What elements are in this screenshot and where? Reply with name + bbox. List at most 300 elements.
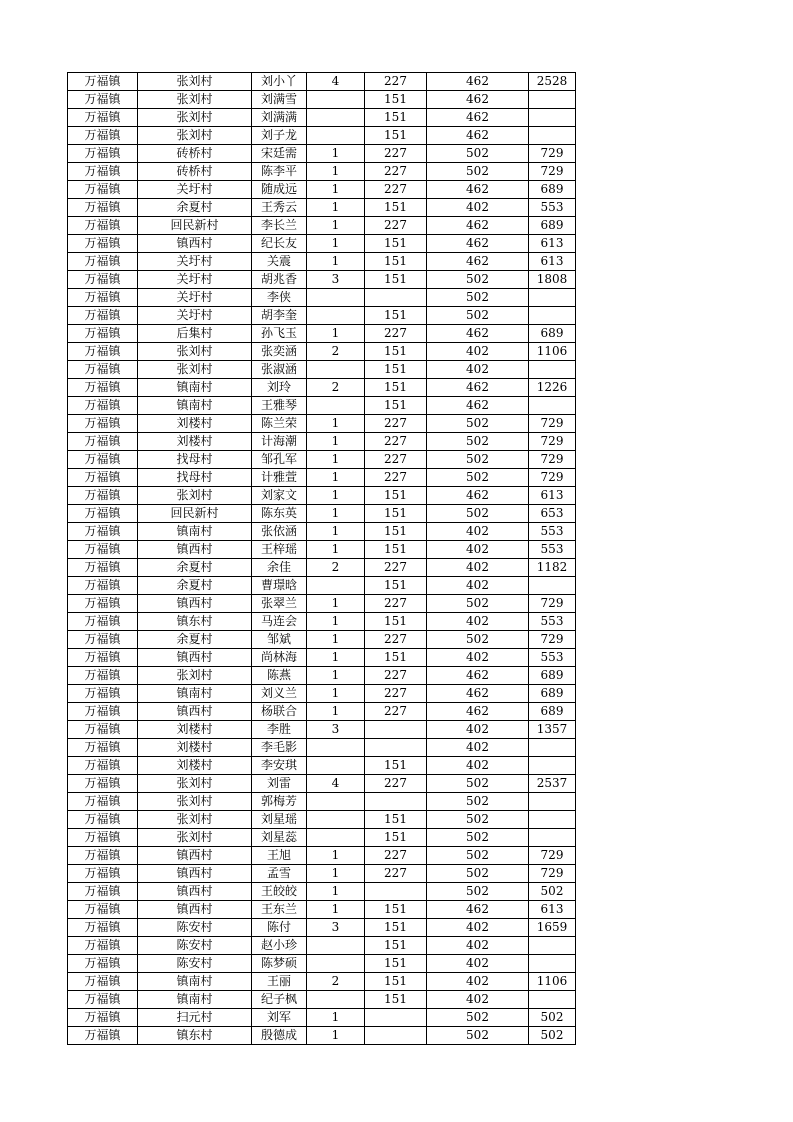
- total-cell: 613: [529, 253, 576, 271]
- name-cell: 纪子枫: [252, 991, 307, 1009]
- village-cell: 张刘村: [138, 361, 252, 379]
- name-cell: 刘玲: [252, 379, 307, 397]
- table-row: [68, 973, 576, 991]
- amount-b-cell: 502: [427, 847, 529, 865]
- amount-b-cell: 402: [427, 757, 529, 775]
- total-cell: 2528: [529, 73, 576, 91]
- amount-a-cell: 151: [365, 811, 427, 829]
- amount-b-cell: 502: [427, 505, 529, 523]
- village-cell: 镇西村: [138, 883, 252, 901]
- amount-b-cell: 462: [427, 235, 529, 253]
- total-cell: 689: [529, 703, 576, 721]
- total-cell: 689: [529, 667, 576, 685]
- total-cell: 553: [529, 523, 576, 541]
- amount-b-cell: 502: [427, 469, 529, 487]
- count-cell: 2: [307, 379, 365, 397]
- village-cell: 刘楼村: [138, 415, 252, 433]
- amount-a-cell: 227: [365, 559, 427, 577]
- name-cell: 刘满满: [252, 109, 307, 127]
- count-cell: [307, 829, 365, 847]
- table-row: [68, 361, 576, 379]
- village-cell: 关圩村: [138, 289, 252, 307]
- table-row: [68, 271, 576, 289]
- amount-a-cell: 227: [365, 325, 427, 343]
- name-cell: 刘雷: [252, 775, 307, 793]
- count-cell: [307, 307, 365, 325]
- count-cell: 1: [307, 487, 365, 505]
- count-cell: [307, 577, 365, 595]
- village-cell: 砖桥村: [138, 145, 252, 163]
- count-cell: 1: [307, 1009, 365, 1027]
- amount-a-cell: 227: [365, 451, 427, 469]
- table-row: [68, 847, 576, 865]
- amount-b-cell: 462: [427, 325, 529, 343]
- village-cell: 余夏村: [138, 577, 252, 595]
- village-cell: 镇南村: [138, 685, 252, 703]
- amount-a-cell: [365, 721, 427, 739]
- count-cell: 1: [307, 433, 365, 451]
- count-cell: 1: [307, 451, 365, 469]
- amount-a-cell: 151: [365, 991, 427, 1009]
- total-cell: 613: [529, 901, 576, 919]
- table-row: [68, 685, 576, 703]
- table-row: [68, 901, 576, 919]
- total-cell: 553: [529, 613, 576, 631]
- village-cell: 镇南村: [138, 991, 252, 1009]
- village-cell: 镇西村: [138, 649, 252, 667]
- table-row: [68, 793, 576, 811]
- count-cell: [307, 739, 365, 757]
- town-cell: 万福镇: [68, 865, 138, 883]
- name-cell: 王旭: [252, 847, 307, 865]
- count-cell: 2: [307, 973, 365, 991]
- amount-b-cell: 462: [427, 685, 529, 703]
- count-cell: 1: [307, 703, 365, 721]
- amount-a-cell: 151: [365, 613, 427, 631]
- table-row: [68, 919, 576, 937]
- amount-b-cell: 462: [427, 703, 529, 721]
- table-row: [68, 577, 576, 595]
- amount-a-cell: 151: [365, 379, 427, 397]
- name-cell: 王丽: [252, 973, 307, 991]
- count-cell: 1: [307, 595, 365, 613]
- table-row: [68, 199, 576, 217]
- amount-a-cell: 151: [365, 307, 427, 325]
- town-cell: 万福镇: [68, 253, 138, 271]
- count-cell: 4: [307, 73, 365, 91]
- total-cell: 502: [529, 883, 576, 901]
- total-cell: 1106: [529, 343, 576, 361]
- town-cell: 万福镇: [68, 487, 138, 505]
- amount-a-cell: 227: [365, 631, 427, 649]
- total-cell: 613: [529, 235, 576, 253]
- count-cell: 1: [307, 847, 365, 865]
- table-row: [68, 775, 576, 793]
- count-cell: 1: [307, 865, 365, 883]
- name-cell: 王梓瑶: [252, 541, 307, 559]
- village-cell: 张刘村: [138, 487, 252, 505]
- amount-b-cell: 502: [427, 793, 529, 811]
- town-cell: 万福镇: [68, 811, 138, 829]
- village-cell: 余夏村: [138, 199, 252, 217]
- table-row: [68, 1009, 576, 1027]
- village-cell: 镇西村: [138, 235, 252, 253]
- name-cell: 殷德成: [252, 1027, 307, 1045]
- total-cell: [529, 289, 576, 307]
- village-cell: 扫元村: [138, 1009, 252, 1027]
- name-cell: 李毛影: [252, 739, 307, 757]
- amount-a-cell: 227: [365, 595, 427, 613]
- amount-a-cell: 151: [365, 253, 427, 271]
- data-table: [67, 72, 576, 1045]
- total-cell: 502: [529, 1027, 576, 1045]
- count-cell: [307, 955, 365, 973]
- amount-b-cell: 402: [427, 919, 529, 937]
- total-cell: [529, 793, 576, 811]
- town-cell: 万福镇: [68, 775, 138, 793]
- table-row: [68, 217, 576, 235]
- town-cell: 万福镇: [68, 127, 138, 145]
- table-row: [68, 505, 576, 523]
- table-row: [68, 649, 576, 667]
- amount-a-cell: 151: [365, 649, 427, 667]
- amount-a-cell: 227: [365, 847, 427, 865]
- town-cell: 万福镇: [68, 649, 138, 667]
- total-cell: 729: [529, 865, 576, 883]
- amount-a-cell: 151: [365, 397, 427, 415]
- total-cell: [529, 577, 576, 595]
- total-cell: 1226: [529, 379, 576, 397]
- village-cell: 刘楼村: [138, 757, 252, 775]
- name-cell: 杨联合: [252, 703, 307, 721]
- amount-b-cell: 502: [427, 433, 529, 451]
- amount-b-cell: 402: [427, 559, 529, 577]
- village-cell: 找母村: [138, 469, 252, 487]
- table-row: [68, 739, 576, 757]
- amount-a-cell: 151: [365, 955, 427, 973]
- count-cell: [307, 289, 365, 307]
- town-cell: 万福镇: [68, 919, 138, 937]
- amount-a-cell: 227: [365, 775, 427, 793]
- count-cell: 1: [307, 163, 365, 181]
- amount-b-cell: 402: [427, 739, 529, 757]
- count-cell: 2: [307, 559, 365, 577]
- table-row: [68, 541, 576, 559]
- name-cell: 张奕涵: [252, 343, 307, 361]
- town-cell: 万福镇: [68, 451, 138, 469]
- amount-b-cell: 502: [427, 271, 529, 289]
- name-cell: 胡李奎: [252, 307, 307, 325]
- amount-a-cell: 151: [365, 235, 427, 253]
- village-cell: 张刘村: [138, 91, 252, 109]
- name-cell: 孙飞玉: [252, 325, 307, 343]
- total-cell: 1659: [529, 919, 576, 937]
- town-cell: 万福镇: [68, 91, 138, 109]
- village-cell: 张刘村: [138, 775, 252, 793]
- village-cell: 镇西村: [138, 847, 252, 865]
- total-cell: 653: [529, 505, 576, 523]
- name-cell: 邹孔军: [252, 451, 307, 469]
- amount-a-cell: 151: [365, 127, 427, 145]
- name-cell: 王东兰: [252, 901, 307, 919]
- village-cell: 陈安村: [138, 955, 252, 973]
- name-cell: 陈李平: [252, 163, 307, 181]
- amount-a-cell: 151: [365, 829, 427, 847]
- table-row: [68, 1027, 576, 1045]
- town-cell: 万福镇: [68, 343, 138, 361]
- table-row: [68, 343, 576, 361]
- table-row: [68, 667, 576, 685]
- amount-a-cell: 151: [365, 91, 427, 109]
- total-cell: 729: [529, 145, 576, 163]
- town-cell: 万福镇: [68, 379, 138, 397]
- town-cell: 万福镇: [68, 523, 138, 541]
- town-cell: 万福镇: [68, 361, 138, 379]
- amount-a-cell: 151: [365, 919, 427, 937]
- village-cell: 余夏村: [138, 631, 252, 649]
- town-cell: 万福镇: [68, 685, 138, 703]
- count-cell: [307, 811, 365, 829]
- table-row: [68, 73, 576, 91]
- name-cell: 陈梦硕: [252, 955, 307, 973]
- village-cell: 镇南村: [138, 379, 252, 397]
- total-cell: [529, 811, 576, 829]
- village-cell: 镇南村: [138, 973, 252, 991]
- name-cell: 刘子龙: [252, 127, 307, 145]
- total-cell: 689: [529, 181, 576, 199]
- count-cell: 3: [307, 271, 365, 289]
- amount-a-cell: 151: [365, 343, 427, 361]
- name-cell: 张淑涵: [252, 361, 307, 379]
- village-cell: 镇东村: [138, 1027, 252, 1045]
- table-row: [68, 829, 576, 847]
- village-cell: 关圩村: [138, 181, 252, 199]
- village-cell: 关圩村: [138, 307, 252, 325]
- total-cell: 553: [529, 199, 576, 217]
- name-cell: 刘家文: [252, 487, 307, 505]
- total-cell: [529, 361, 576, 379]
- amount-a-cell: 151: [365, 577, 427, 595]
- amount-a-cell: 151: [365, 271, 427, 289]
- town-cell: 万福镇: [68, 901, 138, 919]
- amount-b-cell: 402: [427, 577, 529, 595]
- amount-b-cell: 502: [427, 811, 529, 829]
- amount-a-cell: 227: [365, 73, 427, 91]
- village-cell: 后集村: [138, 325, 252, 343]
- town-cell: 万福镇: [68, 1027, 138, 1045]
- count-cell: 1: [307, 325, 365, 343]
- name-cell: 赵小珍: [252, 937, 307, 955]
- name-cell: 计海潮: [252, 433, 307, 451]
- total-cell: 1357: [529, 721, 576, 739]
- amount-a-cell: 227: [365, 163, 427, 181]
- name-cell: 宋廷需: [252, 145, 307, 163]
- town-cell: 万福镇: [68, 433, 138, 451]
- town-cell: 万福镇: [68, 397, 138, 415]
- count-cell: 1: [307, 1027, 365, 1045]
- table-row: [68, 523, 576, 541]
- amount-b-cell: 502: [427, 451, 529, 469]
- table-row: [68, 991, 576, 1009]
- town-cell: 万福镇: [68, 73, 138, 91]
- town-cell: 万福镇: [68, 613, 138, 631]
- amount-a-cell: 227: [365, 685, 427, 703]
- village-cell: 刘楼村: [138, 739, 252, 757]
- name-cell: 纪长友: [252, 235, 307, 253]
- total-cell: 689: [529, 217, 576, 235]
- town-cell: 万福镇: [68, 937, 138, 955]
- count-cell: 1: [307, 181, 365, 199]
- amount-b-cell: 502: [427, 163, 529, 181]
- total-cell: [529, 757, 576, 775]
- town-cell: 万福镇: [68, 631, 138, 649]
- table-row: [68, 559, 576, 577]
- table-row: [68, 415, 576, 433]
- total-cell: 502: [529, 1009, 576, 1027]
- name-cell: 余佳: [252, 559, 307, 577]
- amount-a-cell: 227: [365, 703, 427, 721]
- table-row: [68, 955, 576, 973]
- total-cell: 729: [529, 847, 576, 865]
- village-cell: 回民新村: [138, 217, 252, 235]
- total-cell: [529, 109, 576, 127]
- village-cell: 陈安村: [138, 937, 252, 955]
- count-cell: 1: [307, 505, 365, 523]
- count-cell: 1: [307, 415, 365, 433]
- table-row: [68, 757, 576, 775]
- village-cell: 回民新村: [138, 505, 252, 523]
- total-cell: 729: [529, 451, 576, 469]
- name-cell: 尚林海: [252, 649, 307, 667]
- amount-b-cell: 462: [427, 397, 529, 415]
- count-cell: 1: [307, 235, 365, 253]
- total-cell: 553: [529, 541, 576, 559]
- name-cell: 张依涵: [252, 523, 307, 541]
- amount-b-cell: 502: [427, 631, 529, 649]
- amount-a-cell: [365, 793, 427, 811]
- total-cell: [529, 955, 576, 973]
- name-cell: 王雅琴: [252, 397, 307, 415]
- count-cell: 1: [307, 649, 365, 667]
- village-cell: 张刘村: [138, 829, 252, 847]
- table-row: [68, 163, 576, 181]
- amount-a-cell: 151: [365, 505, 427, 523]
- amount-b-cell: 502: [427, 829, 529, 847]
- town-cell: 万福镇: [68, 955, 138, 973]
- town-cell: 万福镇: [68, 559, 138, 577]
- amount-a-cell: 151: [365, 523, 427, 541]
- count-cell: 1: [307, 685, 365, 703]
- table-row: [68, 865, 576, 883]
- total-cell: 613: [529, 487, 576, 505]
- town-cell: 万福镇: [68, 577, 138, 595]
- town-cell: 万福镇: [68, 163, 138, 181]
- name-cell: 王秀云: [252, 199, 307, 217]
- name-cell: 张翠兰: [252, 595, 307, 613]
- count-cell: [307, 361, 365, 379]
- name-cell: 陈燕: [252, 667, 307, 685]
- count-cell: 1: [307, 667, 365, 685]
- count-cell: 1: [307, 199, 365, 217]
- amount-a-cell: 151: [365, 757, 427, 775]
- amount-b-cell: 462: [427, 217, 529, 235]
- amount-b-cell: 502: [427, 415, 529, 433]
- town-cell: 万福镇: [68, 109, 138, 127]
- amount-a-cell: 151: [365, 973, 427, 991]
- total-cell: [529, 127, 576, 145]
- town-cell: 万福镇: [68, 307, 138, 325]
- amount-b-cell: 402: [427, 613, 529, 631]
- count-cell: [307, 397, 365, 415]
- table-row: [68, 703, 576, 721]
- total-cell: 1106: [529, 973, 576, 991]
- count-cell: 1: [307, 523, 365, 541]
- count-cell: 1: [307, 613, 365, 631]
- amount-a-cell: [365, 289, 427, 307]
- amount-b-cell: 402: [427, 937, 529, 955]
- count-cell: 1: [307, 541, 365, 559]
- table-row: [68, 127, 576, 145]
- village-cell: 镇西村: [138, 595, 252, 613]
- town-cell: 万福镇: [68, 829, 138, 847]
- table-row: [68, 289, 576, 307]
- amount-b-cell: 402: [427, 361, 529, 379]
- table-row: [68, 595, 576, 613]
- village-cell: 张刘村: [138, 127, 252, 145]
- total-cell: 2537: [529, 775, 576, 793]
- total-cell: [529, 991, 576, 1009]
- town-cell: 万福镇: [68, 1009, 138, 1027]
- name-cell: 王皎皎: [252, 883, 307, 901]
- total-cell: [529, 91, 576, 109]
- total-cell: 729: [529, 469, 576, 487]
- amount-b-cell: 502: [427, 1027, 529, 1045]
- village-cell: 刘楼村: [138, 433, 252, 451]
- amount-b-cell: 502: [427, 307, 529, 325]
- amount-b-cell: 402: [427, 955, 529, 973]
- count-cell: [307, 757, 365, 775]
- total-cell: [529, 829, 576, 847]
- amount-b-cell: 502: [427, 883, 529, 901]
- count-cell: 3: [307, 721, 365, 739]
- amount-a-cell: 227: [365, 667, 427, 685]
- village-cell: 张刘村: [138, 667, 252, 685]
- table-row: [68, 883, 576, 901]
- count-cell: 2: [307, 343, 365, 361]
- total-cell: 729: [529, 631, 576, 649]
- village-cell: 关圩村: [138, 271, 252, 289]
- village-cell: 陈安村: [138, 919, 252, 937]
- table-row: [68, 397, 576, 415]
- name-cell: 李胜: [252, 721, 307, 739]
- name-cell: 李安琪: [252, 757, 307, 775]
- town-cell: 万福镇: [68, 721, 138, 739]
- name-cell: 刘义兰: [252, 685, 307, 703]
- town-cell: 万福镇: [68, 595, 138, 613]
- amount-b-cell: 502: [427, 775, 529, 793]
- total-cell: [529, 739, 576, 757]
- amount-b-cell: 402: [427, 649, 529, 667]
- count-cell: [307, 937, 365, 955]
- count-cell: [307, 127, 365, 145]
- town-cell: 万福镇: [68, 199, 138, 217]
- amount-a-cell: 227: [365, 433, 427, 451]
- name-cell: 陈东英: [252, 505, 307, 523]
- table-row: [68, 613, 576, 631]
- town-cell: 万福镇: [68, 325, 138, 343]
- table-row: [68, 631, 576, 649]
- name-cell: 刘星蕊: [252, 829, 307, 847]
